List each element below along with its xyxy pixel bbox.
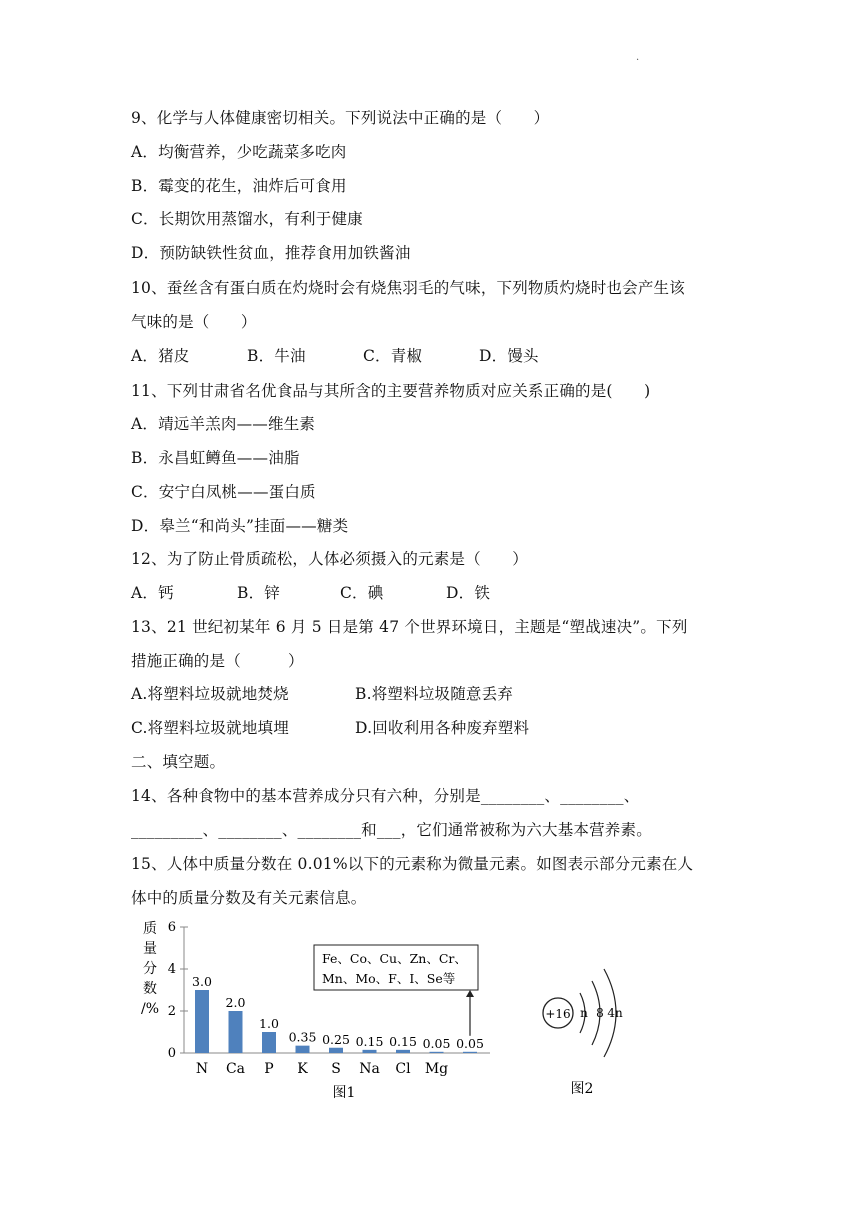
y-tick-label: 2 — [167, 1004, 176, 1019]
bar-K — [296, 1046, 310, 1053]
bar-value-label: 0.25 — [322, 1031, 350, 1047]
bar-value-label: 2.0 — [225, 995, 246, 1010]
q9-option-c: C．长期饮用蒸馏水，有利于健康 — [131, 210, 363, 228]
bar-value-label: 0.35 — [288, 1029, 317, 1045]
bar-N — [195, 990, 209, 1053]
q15-line2: 体中的质量分数及有关元素信息。 — [131, 889, 367, 907]
x-tick-label: P — [264, 1061, 274, 1077]
q10-options — [131, 344, 539, 366]
q13-options-row1 — [131, 682, 513, 704]
bar-Na — [363, 1050, 377, 1053]
x-tick-label: Cl — [395, 1061, 411, 1077]
q10-option-c: C．青椒 — [363, 347, 423, 365]
shell-2-electrons: 8 — [596, 1006, 604, 1020]
figure2-caption: 图2 — [570, 1081, 594, 1097]
bar-value-label: 0.15 — [389, 1033, 417, 1049]
q13-stem-line2: 措施正确的是（ ） — [131, 652, 304, 670]
figure1-caption: 图1 — [332, 1085, 356, 1101]
nucleus-charge: +16 — [545, 1007, 571, 1021]
q9-stem: 9、化学与人体健康密切相关。下列说法中正确的是（ ） — [131, 109, 550, 127]
bar-value-label: 0.15 — [355, 1033, 384, 1049]
bar-value-label: 1.0 — [259, 1016, 279, 1031]
q13-option-d: D.回收利用各种废弃塑料 — [355, 719, 530, 737]
shell-1-electrons: n — [580, 1006, 588, 1020]
x-tick-label: Ca — [225, 1061, 246, 1077]
ylabel-char: 分 — [143, 961, 157, 977]
y-tick-label: 4 — [167, 962, 176, 977]
q10-stem-line2: 气味的是（ ） — [131, 313, 257, 331]
q12-option-d: D．铁 — [446, 584, 491, 602]
q12-option-a: A．钙 — [131, 584, 174, 602]
q11-stem: 11、下列甘肃省名优食品与其所含的主要营养物质对应关系正确的是( ) — [131, 382, 651, 400]
q13-options-row2 — [131, 716, 529, 738]
bar-value-label: 0.05 — [456, 1035, 484, 1051]
chart-ylabel — [141, 921, 159, 1017]
q12-options — [131, 581, 490, 603]
q12-option-b: B．锌 — [237, 584, 280, 602]
atom-structure-diagram — [530, 955, 640, 1100]
q15-line1: 15、人体中质量分数在 0.01%以下的元素称为微量元素。如图表示部分元素在人 — [131, 855, 694, 873]
q11-option-d: D．皋兰“和尚头”挂面——糖类 — [131, 517, 349, 535]
bar-other — [463, 1052, 477, 1053]
bar-P — [262, 1032, 276, 1053]
x-tick-label: Mg — [424, 1061, 449, 1077]
bar-Ca — [229, 1011, 243, 1053]
y-tick-label: 0 — [167, 1046, 176, 1061]
q12-stem: 12、为了防止骨质疏松，人体必须摄入的元素是（ ） — [131, 550, 528, 568]
annotation-line1: Fe、Co、Cu、Zn、Cr、 — [322, 951, 467, 966]
annotation-arrowhead — [466, 990, 474, 997]
q11-option-c: C．安宁白凤桃——蛋白质 — [131, 483, 316, 501]
annotation-line2: Mn、Mo、F、I、Se等 — [322, 971, 456, 986]
bar-value-label: 0.05 — [422, 1035, 451, 1051]
ylabel-char: /% — [140, 1001, 160, 1017]
q14-line2: _________、________、________和___，它们通常被称为六大基本营养素。 — [131, 821, 652, 839]
element-mass-fraction-chart — [136, 915, 506, 1110]
x-tick-label: N — [195, 1061, 209, 1077]
x-tick-label: Na — [359, 1061, 380, 1077]
q9-option-d: D．预防缺铁性贫血，推荐食用加铁酱油 — [131, 244, 411, 262]
ylabel-char: 量 — [143, 941, 157, 957]
x-tick-label: K — [297, 1061, 308, 1077]
q9-option-b: B．霉变的花生，油炸后可食用 — [131, 177, 347, 195]
bar-S — [329, 1048, 343, 1053]
bar-value-label: 3.0 — [192, 974, 212, 989]
q13-option-a: A.将塑料垃圾就地焚烧 — [131, 685, 289, 703]
trace-element-annotation — [314, 945, 478, 1036]
y-tick-label: 6 — [167, 920, 176, 935]
bar-Cl — [396, 1050, 410, 1053]
section-heading: 二、填空题。 — [131, 753, 226, 771]
q11-option-b: B．永昌虹鳟鱼——油脂 — [131, 449, 300, 467]
q13-stem-line1: 13、21 世纪初某年 6 月 5 日是第 47 个世界环境日，主题是“塑战速决”。下列 — [131, 618, 688, 636]
q10-stem-line1: 10、蚕丝含有蛋白质在灼烧时会有烧焦羽毛的气味，下列物质灼烧时也会产生该 — [131, 279, 685, 297]
bar-Mg — [430, 1052, 444, 1053]
ylabel-char: 数 — [143, 981, 157, 997]
q13-option-b: B.将塑料垃圾随意丢弃 — [355, 685, 514, 703]
q12-option-c: C．碘 — [340, 584, 384, 602]
shell-3-electrons: 4n — [607, 1006, 623, 1020]
q9-option-a: A．均衡营养，少吃蔬菜多吃肉 — [131, 143, 347, 161]
q14-line1: 14、各种食物中的基本营养成分只有六种，分别是________、________、 — [131, 787, 640, 805]
q10-option-a: A．猪皮 — [131, 347, 190, 365]
q13-option-c: C.将塑料垃圾就地填埋 — [131, 719, 289, 737]
q10-option-b: B．牛油 — [247, 347, 306, 365]
x-tick-label: S — [331, 1061, 341, 1077]
q11-option-a: A．靖远羊羔肉——维生素 — [131, 415, 316, 433]
q10-option-d: D．馒头 — [479, 347, 539, 365]
header-mark: . — [636, 52, 640, 63]
ylabel-char: 质 — [143, 921, 157, 937]
